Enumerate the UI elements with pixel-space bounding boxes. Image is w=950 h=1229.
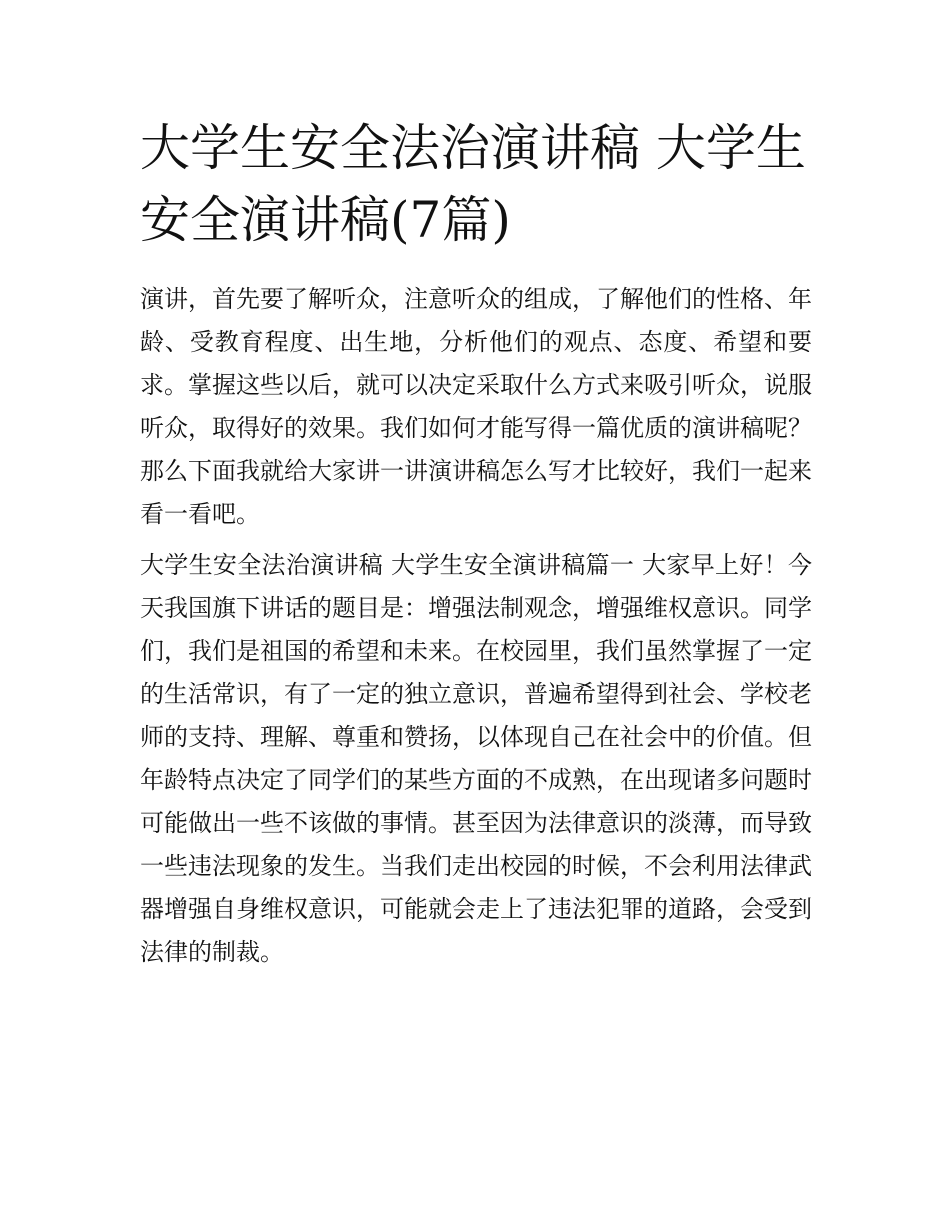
intro-paragraph: 演讲，首先要了解听众，注意听众的组成，了解他们的性格、年龄、受教育程度、出生地，分析他们的观点、态度、希望和要求。掌握这些以后，就可以决定采取什么方式来吸引听众，说服听众，取得好的效果。我们如何才能写得一篇优质的演讲稿呢？那么下面我就给大家讲一讲演讲稿怎么写才比较好，我们一起来看一看吧。 <box>140 285 812 528</box>
document-body <box>140 112 812 974</box>
speech-paragraph: 大学生安全法治演讲稿 大学生安全演讲稿篇一 大家早上好！今天我国旗下讲话的题目是：增强法制观念，增强维权意识。同学们，我们是祖国的希望和未来。在校园里，我们虽然掌握了一定的生活常识，有了一定的独立意识，普遍希望得到社会、学校老师的支持、理解、尊重和赞扬，以体现自己在社会中的价值。但年龄特点决定了同学们的某些方面的不成熟，在出现诸多问题时可能做出一些不该做的事情。甚至因为法律意识的淡薄，而导致一些违法现象的发生。当我们走出校园的时候，不会利用法律武器增强自身维权意识，可能就会走上了违法犯罪的道路，会受到法律的制裁。 <box>140 551 812 966</box>
document-title: 大学生安全法治演讲稿 大学生安全演讲稿(7篇) <box>140 119 806 249</box>
